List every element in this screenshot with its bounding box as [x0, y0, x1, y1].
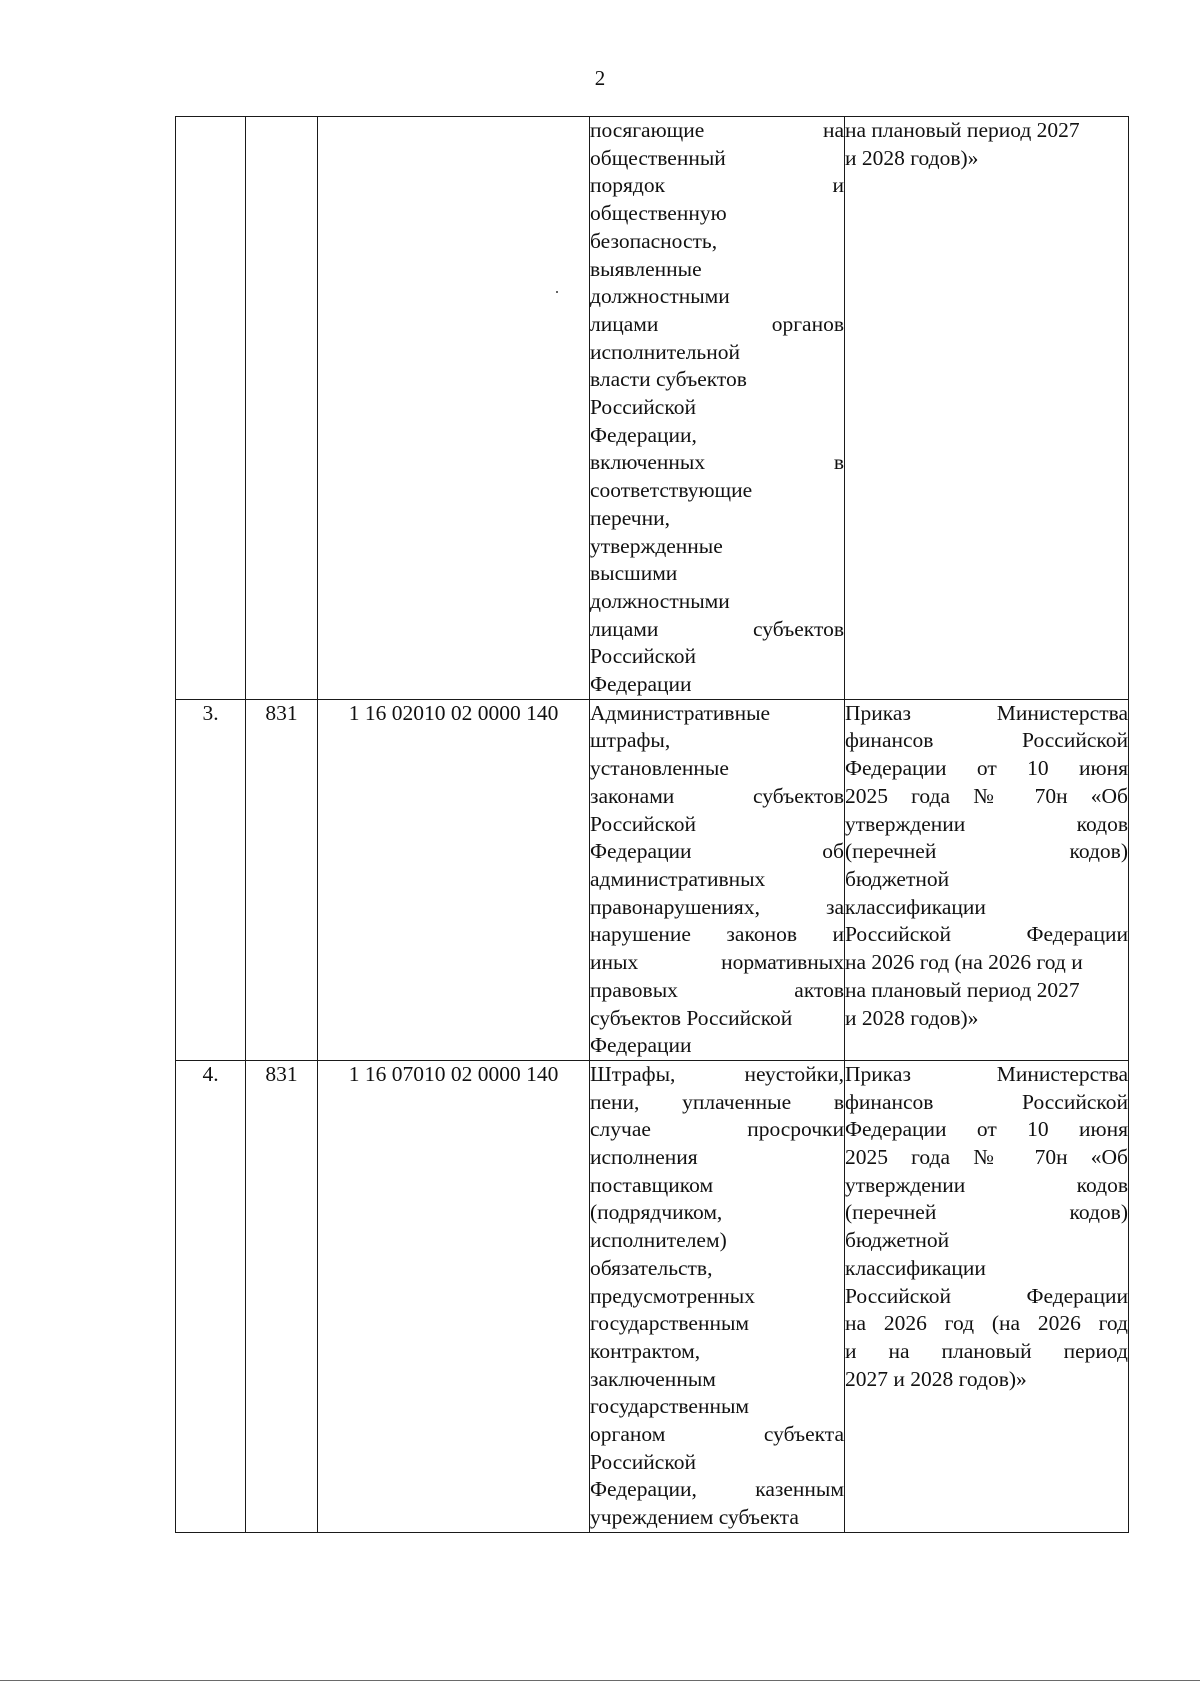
revenue-name-cell — [590, 117, 845, 700]
cell-line: Федерации от 10 июня — [845, 1117, 1128, 1142]
cell-line: Федерации — [590, 672, 692, 697]
cell-line: лицами органов — [590, 311, 844, 336]
cell-line: законами субъектов — [590, 783, 844, 808]
cell-line: штрафы, — [590, 728, 671, 753]
cell-line: субъектов Российской — [590, 1005, 793, 1030]
cell-line: органом субъекта — [590, 1422, 844, 1447]
cell-line: учреждением субъекта — [590, 1505, 799, 1530]
cell-line: Российской — [590, 1449, 696, 1474]
cell-line: исполнительной — [590, 339, 740, 364]
legal-basis — [845, 117, 1128, 172]
cell-line: (перечней кодов) — [845, 1200, 1128, 1225]
legal-basis-cell — [845, 117, 1129, 700]
cell-line: финансов Российской — [845, 728, 1128, 753]
table-row — [176, 699, 1129, 1060]
revenue-name-cell — [590, 1060, 845, 1532]
cell-line: и 2028 годов)» — [845, 1005, 979, 1030]
cell-line: власти субъектов — [590, 367, 747, 392]
kbk-cell — [318, 699, 590, 1060]
legal-basis-cell — [845, 1060, 1129, 1532]
cell-line: утверждении кодов — [845, 811, 1128, 836]
kbk-cell — [318, 117, 590, 700]
row-number: 4. — [202, 1061, 219, 1086]
cell-line: Российской Федерации — [845, 1283, 1128, 1308]
cell-line: Федерации об — [590, 839, 844, 864]
revenue-name — [590, 700, 844, 1060]
cell-line: (перечней кодов) — [845, 839, 1128, 864]
cell-line: 2025 года № 70н «Об — [845, 783, 1128, 808]
cell-line: государственным — [590, 1394, 750, 1419]
admin-code: 831 — [265, 700, 298, 725]
cell-line: на 2026 год (на 2026 год и — [845, 950, 1083, 975]
cell-line: административных — [590, 866, 766, 891]
cell-line: Федерации, казенным — [590, 1477, 844, 1502]
kbk-cell — [318, 1060, 590, 1532]
cell-line: Российской Федерации — [845, 922, 1128, 947]
cell-line: классификации — [845, 894, 986, 919]
row-number-cell — [176, 699, 246, 1060]
cell-line: пени, уплаченные в — [590, 1089, 844, 1114]
cell-line: общественный — [590, 145, 726, 170]
cell-line: бюджетной — [845, 866, 950, 891]
cell-line: утверждении кодов — [845, 1172, 1128, 1197]
cell-line: обязательств, — [590, 1255, 713, 1280]
admin-code-cell — [246, 1060, 318, 1532]
cell-line: финансов Российской — [845, 1089, 1128, 1114]
cell-line: Приказ Министерства — [845, 700, 1128, 725]
cell-line: нарушение законов и — [590, 922, 844, 947]
cell-line: исполнителем) — [590, 1228, 727, 1253]
row-number-cell — [176, 117, 246, 700]
cell-line: государственным — [590, 1311, 750, 1336]
cell-line: лицами субъектов — [590, 616, 844, 641]
cell-line: Штрафы, неустойки, — [590, 1061, 844, 1086]
cell-line: высшими — [590, 561, 678, 586]
cell-line: безопасность, — [590, 228, 718, 253]
cell-line: на плановый период 2027 — [845, 118, 1080, 142]
cell-line: контрактом, — [590, 1338, 701, 1363]
cell-line: соответствующие — [590, 478, 753, 503]
cell-line: Административные — [590, 700, 771, 725]
cell-line: на 2026 год (на 2026 год — [845, 1311, 1128, 1336]
admin-code: 831 — [265, 1061, 298, 1086]
row-number: 3. — [202, 700, 219, 725]
cell-line: выявленные — [590, 256, 702, 281]
revenue-name-cell — [590, 699, 845, 1060]
cell-line: поставщиком — [590, 1172, 714, 1197]
row-number-cell — [176, 1060, 246, 1532]
cell-line: и на плановый период — [845, 1338, 1128, 1363]
legal-basis-cell — [845, 699, 1129, 1060]
page-number: 2 — [594, 66, 606, 90]
cell-line: посягающие на — [590, 118, 844, 142]
kbk-code: 1 16 02010 02 0000 140 — [348, 700, 559, 725]
cell-line: классификации — [845, 1255, 986, 1280]
cell-line: иных нормативных — [590, 950, 844, 975]
legal-basis — [845, 700, 1128, 1032]
revenue-name — [590, 117, 844, 699]
cell-line: 2025 года № 70н «Об — [845, 1145, 1128, 1170]
cell-line: 2027 и 2028 годов)» — [845, 1366, 1027, 1391]
cell-line: перечни, — [590, 505, 671, 530]
cell-line: Федерации от 10 июня — [845, 756, 1128, 781]
cell-line: случае просрочки — [590, 1117, 844, 1142]
table-body — [176, 117, 1129, 1533]
cell-line: установленные — [590, 756, 729, 781]
cell-line: включенных в — [590, 450, 844, 475]
cell-line: должностными — [590, 284, 730, 309]
cell-line: (подрядчиком, — [590, 1200, 723, 1225]
cell-line: заключенным — [590, 1366, 716, 1391]
cell-line: Федерации, — [590, 422, 697, 447]
revenue-name — [590, 1061, 844, 1532]
table-row — [176, 1060, 1129, 1532]
cell-line: должностными — [590, 588, 730, 613]
cell-line: Федерации — [590, 1033, 692, 1058]
cell-line: Российской — [590, 811, 696, 836]
cell-line: на плановый период 2027 — [845, 977, 1080, 1002]
cell-line: порядок и — [590, 173, 844, 198]
admin-code-cell — [246, 699, 318, 1060]
cell-line: Приказ Министерства — [845, 1061, 1128, 1086]
cell-line: правовых актов — [590, 977, 844, 1002]
cell-line: исполнения — [590, 1145, 698, 1170]
cell-line: Российской — [590, 644, 696, 669]
cell-line: Российской — [590, 395, 696, 420]
cell-line: предусмотренных — [590, 1283, 755, 1308]
cell-line: утвержденные — [590, 533, 723, 558]
admin-code-cell — [246, 117, 318, 700]
cell-line: и 2028 годов)» — [845, 145, 979, 170]
budget-codes-table — [175, 116, 1129, 1533]
cell-line: общественную — [590, 201, 727, 226]
kbk-code: 1 16 07010 02 0000 140 — [348, 1061, 559, 1086]
cell-line: правонарушениях, за — [590, 894, 844, 919]
legal-basis — [845, 1061, 1128, 1393]
table-row — [176, 117, 1129, 700]
cell-line: бюджетной — [845, 1228, 950, 1253]
page-bottom-rule — [0, 1680, 1200, 1681]
scan-speck — [556, 291, 558, 293]
